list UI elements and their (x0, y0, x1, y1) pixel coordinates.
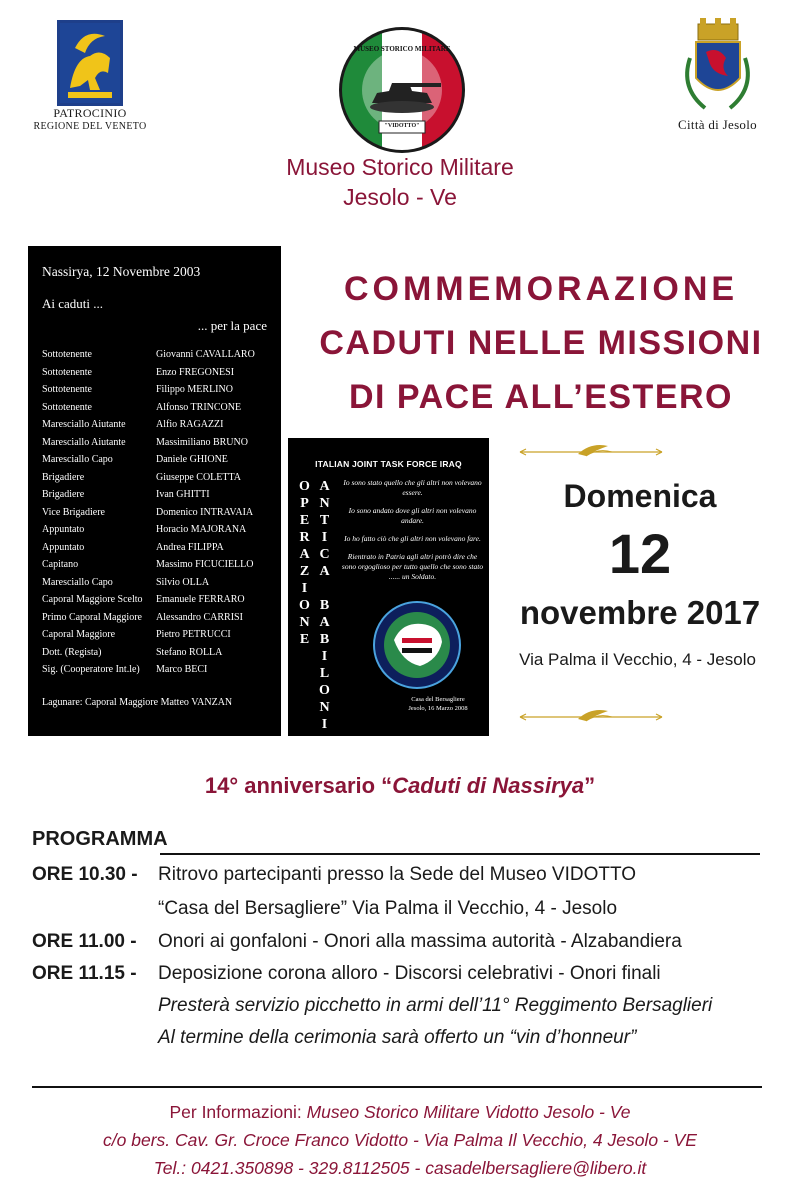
program-row (32, 963, 661, 985)
date-day-name: Domenica (563, 478, 717, 514)
vertical-letter: N (319, 700, 331, 715)
poem-line: Io ho fatto ciò che gli altri non volevano fare. (344, 534, 481, 543)
fallen-row (42, 469, 277, 487)
fallen-panel-sub-left: Ai caduti ... (42, 296, 104, 311)
citta-di-jesolo-logo (660, 18, 775, 138)
fallen-name: Alessandro CARRISI (156, 611, 243, 623)
fallen-row (42, 591, 277, 609)
fallen-rank: Maresciallo Aiutante (42, 419, 126, 430)
fallen-rank: Primo Caporal Maggiore (42, 611, 142, 623)
fallen-rank: Appuntato (42, 524, 85, 535)
fallen-row (42, 644, 277, 662)
fallen-name: Daniele GHIONE (156, 454, 228, 465)
vertical-letter: B (319, 632, 331, 647)
vertical-letter: T (319, 513, 331, 528)
fallen-name: Andrea FILIPPA (156, 541, 224, 553)
program-row (32, 995, 712, 1017)
fallen-row (42, 451, 277, 469)
laurel-ornament-icon (516, 440, 666, 464)
program-desc: Onori ai gonfaloni - Onori alla massima autorità - Alzabandiera (158, 931, 682, 952)
vertical-letter: I (321, 649, 329, 664)
vertical-letter: I (301, 581, 309, 596)
vertical-text-antica-babilonia (318, 478, 332, 750)
footer-line1 (40, 1098, 760, 1126)
museum-logo-ring-text: MUSEO STORICO MILITARE (353, 45, 451, 53)
vertical-letter: E (299, 513, 311, 528)
fallen-row (42, 399, 277, 417)
fallen-row (42, 364, 277, 382)
fallen-rank: Maresciallo Capo (42, 454, 113, 465)
fallen-panel-sub-right: ... per la pace (197, 318, 267, 333)
fallen-name: Silvio OLLA (156, 576, 210, 588)
fallen-rank: Capitano (42, 559, 79, 570)
fallen-name: Stefano ROLLA (156, 646, 223, 658)
vertical-letter: I (321, 530, 329, 545)
fallen-row (42, 521, 277, 539)
date-day-number: 12 (608, 522, 672, 585)
vertical-letter: Z (299, 564, 311, 579)
fallen-name: Horacio MAJORANA (156, 524, 247, 535)
program-desc: “Casa del Bersagliere” Via Palma il Vecchio, 4 - Jesolo (158, 898, 618, 919)
poem-line: Io sono andato dove gli altri non volevano andare. (348, 506, 477, 525)
fallen-rank: Sottotenente (42, 401, 92, 413)
vertical-letter: C (319, 547, 331, 562)
footer-line2: c/o bers. Cav. Gr. Croce Franco Vidotto - Via Palma Il Vecchio, 4 Jesolo - VE (103, 1130, 697, 1150)
museum-name-line1: Museo Storico Militare (286, 154, 514, 180)
fallen-rank: Appuntato (42, 541, 85, 553)
poem-line: Io sono stato quello che gli altri non volevano essere. (343, 478, 482, 497)
program-heading: PROGRAMMA (32, 828, 168, 850)
footer-contacts: Tel.: 0421.350898 - 329.8112505 - casadelbersagliere@libero.it (153, 1158, 647, 1178)
footer-line1-label: Per Informazioni: (169, 1102, 307, 1122)
vertical-letter: R (299, 530, 311, 545)
footer-line1-italic: Museo Storico Militare Vidotto Jesolo - Ve (306, 1102, 631, 1122)
task-force-poem (340, 478, 485, 590)
fallen-name: Pietro PETRUCCI (156, 629, 231, 640)
vertical-letter: N (319, 496, 331, 511)
museum-logo-bottom-text: "VIDOTTO" (384, 123, 420, 129)
fallen-row (42, 416, 277, 434)
fallen-rank: Sottotenente (42, 366, 92, 378)
main-title-line3: DI PACE ALL’ESTERO (348, 378, 734, 416)
fallen-name: Emanuele FERRARO (156, 594, 245, 605)
fallen-rank: Caporal Maggiore Scelto (42, 594, 143, 605)
vertical-letter: A (319, 564, 331, 579)
fallen-rank: Vice Brigadiere (42, 506, 105, 518)
program-time: ORE 11.00 - (32, 931, 137, 952)
vertical-letter: O (299, 598, 311, 613)
vertical-letter: A (299, 547, 311, 562)
fallen-row (42, 346, 277, 364)
fallen-rank: Sig. (Cooperatore Int.le) (42, 664, 140, 675)
fallen-rank: Sottotenente (42, 384, 92, 395)
main-title (294, 262, 788, 424)
fallen-row (42, 504, 277, 522)
fallen-name: Alfio RAGAZZI (156, 419, 224, 430)
program-row (32, 898, 617, 920)
fallen-row (42, 434, 277, 452)
contact-info (40, 1098, 760, 1182)
event-address: Via Palma il Vecchio, 4 - Jesolo (519, 650, 756, 669)
fallen-rank: Maresciallo Aiutante (42, 436, 126, 448)
museum-name (200, 152, 600, 212)
fallen-rank: Sottotenente (42, 349, 92, 360)
vertical-letter (318, 580, 332, 597)
vertical-letter: A (319, 615, 331, 630)
program-time (32, 898, 158, 920)
poem-line: Rientrato in Patria agli altri potrò dire che sono orgoglioso per tutto quello che sono stato ...... un Soldato. (341, 552, 484, 581)
anniversary-italic: Caduti di Nassirya (392, 773, 585, 798)
vertical-letter: B (319, 598, 331, 613)
fallen-name: Giovanni CAVALLARO (156, 349, 255, 360)
task-force-title: ITALIAN JOINT TASK FORCE IRAQ (315, 459, 462, 469)
veneto-caption-2: REGIONE DEL VENETO (33, 121, 147, 132)
main-title-line2: CADUTI NELLE MISSIONI (319, 324, 763, 362)
vertical-letter: A (319, 479, 331, 494)
museo-storico-logo (337, 25, 467, 155)
footer-divider (32, 1086, 762, 1088)
iraq-map-emblem-icon (372, 600, 462, 690)
jesolo-coat-of-arms-icon (660, 18, 775, 116)
program-row (32, 1027, 636, 1049)
fallen-row (42, 556, 277, 574)
lagunare-line: Lagunare: Caporal Maggiore Matteo VANZAN (42, 697, 233, 708)
fallen-name: Massimo FICUCIELLO (156, 559, 254, 570)
program-time (32, 1027, 158, 1049)
vertical-letter: E (299, 632, 311, 647)
vertical-letter: L (319, 666, 331, 681)
fallen-row (42, 661, 277, 679)
task-force-footer (388, 695, 488, 713)
lion-of-saint-mark-icon (30, 18, 150, 110)
vertical-letter: I (321, 717, 329, 732)
regione-veneto-logo (30, 18, 150, 138)
vertical-letter: P (300, 496, 310, 511)
program-time (32, 995, 158, 1017)
fallen-rank: Caporal Maggiore (42, 629, 116, 640)
fallen-rank: Maresciallo Capo (42, 576, 113, 588)
veneto-caption-1: PATROCINIO (53, 106, 127, 120)
vertical-letter: O (319, 683, 331, 698)
laurel-ornament-icon (516, 705, 666, 729)
fallen-row (42, 609, 277, 627)
program-time: ORE 10.30 - (32, 864, 138, 885)
fallen-row (42, 574, 277, 592)
anniversary-prefix: 14° anniversario “ (204, 773, 393, 798)
fallen-name: Enzo FREGONESI (156, 366, 235, 378)
fallen-list (42, 346, 277, 679)
anniversary-line (100, 773, 700, 799)
program-row (32, 864, 636, 886)
program-desc: Deposizione corona alloro - Discorsi celebrativi - Onori finali (158, 963, 661, 984)
vertical-text-operazione (298, 478, 312, 648)
fallen-name: Marco BECI (156, 664, 208, 675)
fallen-name: Alfonso TRINCONE (156, 401, 242, 413)
vertical-letter: N (299, 615, 311, 630)
fallen-row (42, 486, 277, 504)
program-divider (160, 853, 760, 855)
anniversary-suffix: ” (584, 773, 596, 798)
program-desc: Presterà servizio picchetto in armi dell’11° Reggimento Bersaglieri (158, 995, 713, 1016)
fallen-name: Domenico INTRAVAIA (156, 506, 254, 518)
vertical-letter: A (319, 734, 331, 749)
fallen-name: Massimiliano BRUNO (156, 436, 248, 448)
program-row (32, 931, 682, 953)
fallen-name: Ivan GHITTI (156, 489, 210, 500)
program-time: ORE 11.15 - (32, 963, 137, 984)
main-title-line1: COMMEMORAZIONE (343, 270, 739, 308)
museum-name-line2: Jesolo - Ve (343, 184, 457, 210)
vertical-letter: O (299, 479, 311, 494)
fallen-rank: Dott. (Regista) (42, 646, 102, 658)
program-desc: Al termine della cerimonia sarà offerto un “vin d’honneur” (158, 1027, 637, 1048)
jesolo-caption: Città di Jesolo (678, 117, 757, 132)
fallen-row (42, 381, 277, 399)
program-desc: Ritrovo partecipanti presso la Sede del Museo VIDOTTO (158, 864, 637, 885)
task-force-card (288, 438, 489, 749)
task-footer-line1: Casa del Bersagliere (411, 696, 465, 703)
fallen-panel-heading: Nassirya, 12 Novembre 2003 (42, 264, 201, 279)
fallen-rank: Brigadiere (42, 471, 85, 483)
task-footer-line2: Jesolo, 16 Marzo 2008 (408, 705, 468, 712)
fallen-name: Giuseppe COLETTA (156, 471, 242, 483)
fallen-row (42, 539, 277, 557)
date-month-year: novembre 2017 (519, 594, 761, 631)
fallen-row (42, 626, 277, 644)
fallen-list-panel (28, 246, 281, 736)
fallen-rank: Brigadiere (42, 489, 85, 500)
fallen-name: Filippo MERLINO (156, 384, 233, 395)
